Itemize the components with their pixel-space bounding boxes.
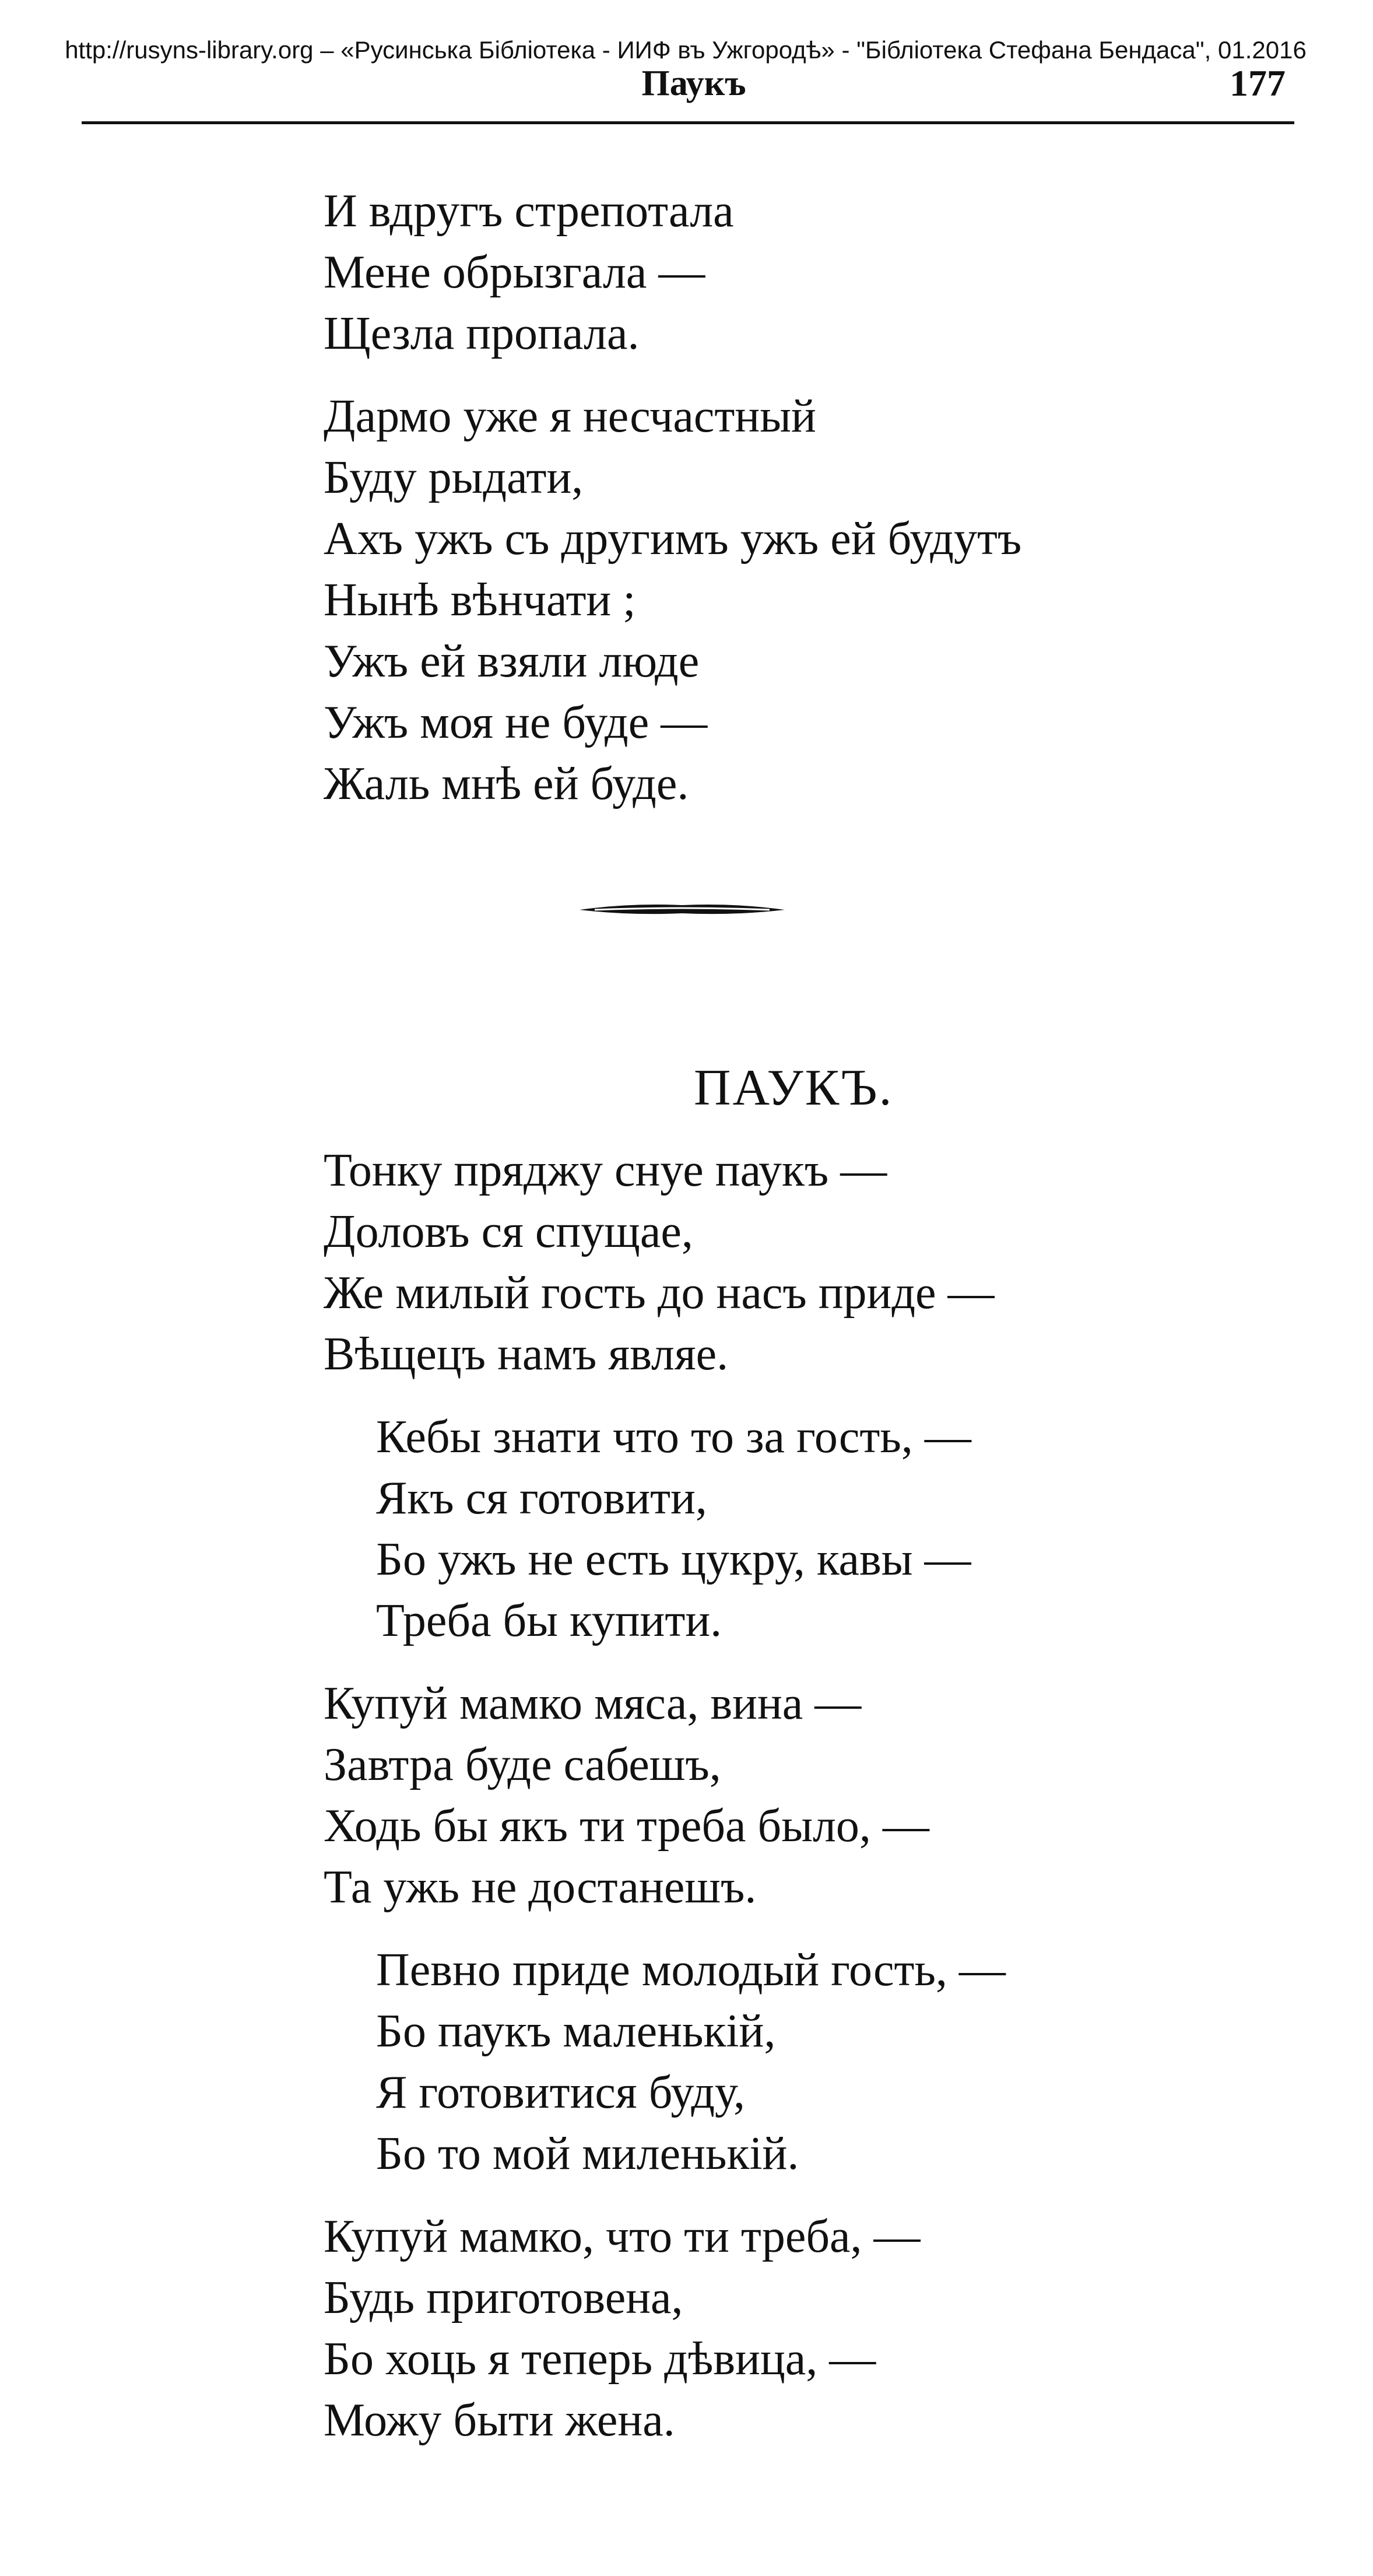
stanza — [324, 1673, 1006, 1918]
header-rule — [82, 121, 1294, 124]
poem-line: Купуй мамко мяса, вина — — [324, 1678, 862, 1729]
poem-line: Же милый гость до насъ приде — — [324, 1267, 995, 1319]
poem-line: Кебы знати что то за гость, — — [376, 1411, 971, 1463]
poem-line: Доловъ ся спущае, — [324, 1206, 693, 1257]
poem-line: Жаль мнѣ ей буде. — [324, 758, 689, 809]
poem-line: Треба бы купити. — [376, 1595, 722, 1646]
stanza — [324, 1940, 1006, 2185]
poem-line: Нынѣ вѣнчати ; — [324, 574, 636, 626]
decorative-divider — [577, 898, 787, 921]
poem-line: Ходь бы якъ ти треба было, — — [324, 1800, 929, 1852]
stanza — [324, 386, 1021, 815]
poem-line: Якъ ся готовити, — [376, 1473, 707, 1524]
poem-line: Бо ужъ не есть цукру, кавы — — [376, 1534, 971, 1585]
poem-body — [324, 1140, 1006, 2451]
previous-poem-ending — [324, 181, 1021, 815]
poem-line: Мене обрызгала — — [324, 247, 705, 298]
poem-line: Купуй мамко, что ти треба, — — [324, 2211, 921, 2262]
poem-line: Буду рыдати, — [324, 452, 584, 503]
poem-line: Будь приготовена, — [324, 2272, 683, 2323]
poem-line: Тонку пряджу снуе паукъ — — [324, 1145, 887, 1196]
poem-line: Ужъ ей взяли люде — [324, 636, 700, 687]
poem-line: Можу быти жена. — [324, 2395, 675, 2446]
poem-line: И вдругъ стрепотала — [324, 185, 734, 237]
poem-title: ПАУКЪ. — [694, 1060, 894, 1116]
stanza — [324, 1407, 1006, 1652]
poem-line: Я готовитися буду, — [376, 2067, 746, 2118]
poem-line: Певно приде молодый гость, — — [376, 1944, 1006, 1996]
poem-line: Та ужь не достанешъ. — [324, 1862, 757, 1913]
poem-line: Бо то мой миленькій. — [376, 2128, 799, 2179]
page-number: 177 — [1230, 62, 1286, 104]
poem-line: Щезла пропала. — [324, 308, 640, 359]
poem-line: Бо хоць я теперь дѣвица, — — [324, 2333, 876, 2385]
stanza — [324, 181, 1021, 365]
source-url-line: http://rusyns-library.org – «Русинська Бібліотека - ИИФ въ Ужгородѣ» - "Бібліотека Стефана Бендаса", 01.2016 — [65, 36, 1307, 64]
poem-line: Ахъ ужъ съ другимъ ужъ ей будутъ — [324, 513, 1022, 565]
poem-line: Ужъ моя не буде — — [324, 697, 708, 748]
poem-line: Завтра буде сабешъ, — [324, 1739, 721, 1790]
stanza — [324, 1140, 1006, 1385]
running-head: Паукъ — [641, 64, 746, 103]
poem-line: Дармо уже я несчастный — [324, 391, 816, 442]
stanza — [324, 2206, 1006, 2451]
poem-line: Вѣщецъ намъ являе. — [324, 1329, 729, 1380]
poem-line: Бо паукъ маленькій, — [376, 2006, 776, 2057]
